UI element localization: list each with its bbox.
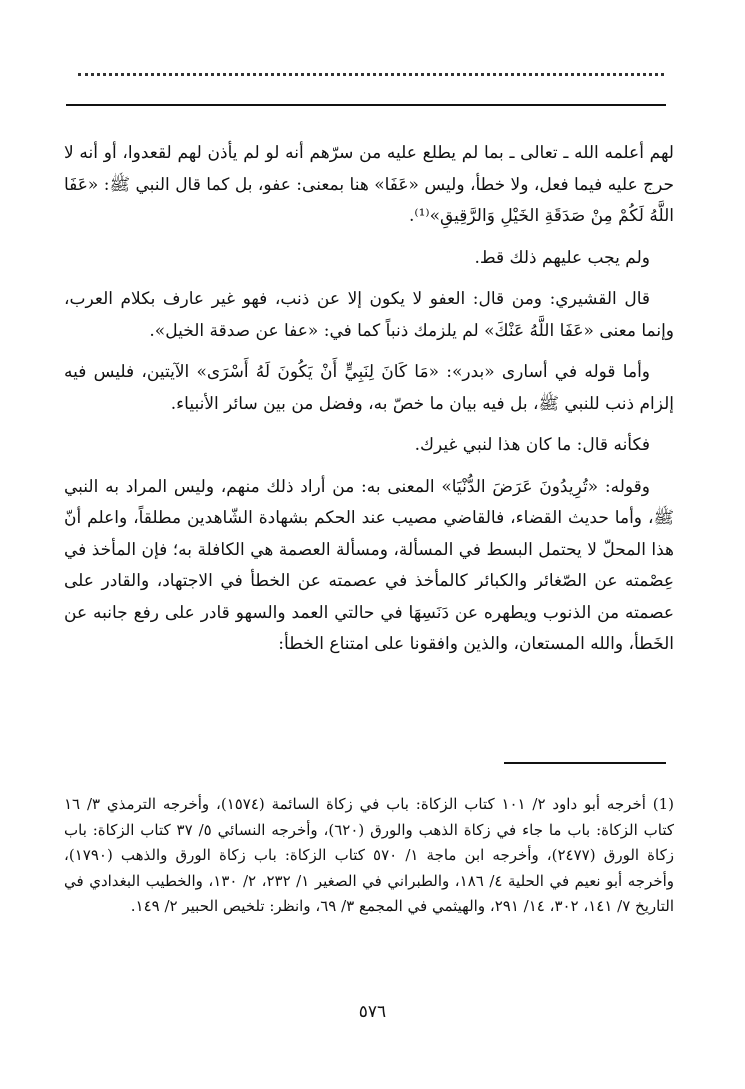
footnote-separator	[504, 762, 666, 764]
paragraph-3: قال القشيري: ومن قال: العفو لا يكون إلا عن ذنب، فهو غير عارف بكلام العرب، وإنما معنى «عَفَا اللَّهُ عَنْكَ» لم يلزمك ذنباً كما في: «عفا عن صدقة الخيل».	[64, 289, 674, 341]
paragraph-5: فكأنه قال: ما كان هذا لنبي غيرك.	[414, 435, 650, 455]
header-rule	[66, 104, 666, 106]
paragraph-1: لهم أعلمه الله ـ تعالى ـ بما لم يطلع عليه من سرّهم أنه لو لم يأذن لهم لقعدوا، أو أنه لا حرج عليه فيما فعل، ولا خطأ، وليس «عَفَا» هنا بمعنى: عفو، بل كما قال النبي ﷺ: «عَفَا اللَّهُ لَكُمْ مِنْ صَدَقَةِ الخَيْلِ وَالرَّقِيقِ»⁽¹⁾.	[64, 143, 674, 226]
paragraph-4: وأما قوله في أسارى «بدر»: «مَا كَانَ لِنَبِيٍّ أَنْ يَكُونَ لَهُ أَسْرَى» الآيتين، فليس فيه إلزام ذنب للنبي ﷺ، بل فيه بيان ما خصّ به، وفضل من بين سائر الأنبياء.	[64, 362, 674, 414]
main-text-block	[64, 138, 674, 671]
page-number: ٥٧٦	[358, 1002, 387, 1022]
header-dotted-line	[78, 64, 664, 76]
footnote-block	[64, 792, 674, 920]
paragraph-2: ولم يجب عليهم ذلك قط.	[474, 247, 650, 268]
paragraph-6: وقوله: «تُرِيدُونَ عَرَضَ الدُّنْيَا» المعنى به: من أراد ذلك منهم، وليس المراد به النبي ﷺ، وأما حديث القضاء، فالقاضي مصيب عند الحكم بشهادة الشّاهدين مطلقاً، واعلم أنّ هذا المحلّ لا يحتمل البسط في المسألة، ومسألة العصمة هي الكافلة به؛ فإن المأخذ في عِصْمته عن الصّغائر والكبائر كالمأخذ في عصمته عن الخطأ في الاجتهاد، والقادر على عصمته من الذنوب ويطهره عن دَنَسِهَا في حالتي العمد والسهو قادر على رفع جانبه عن الخَطأ، والله المستعان، والذين وافقونا على امتناع الخطأ:	[64, 476, 674, 654]
footnote-1: (1) أخرجه أبو داود ٢/ ١٠١ كتاب الزكاة: باب في زكاة السائمة (١٥٧٤)، وأخرجه الترمذي ٣/ ١٦ كتاب الزكاة: باب ما جاء في زكاة الذهب والورق (٦٢٠)، وأخرجه النسائي ٥/ ٣٧ كتاب الزكاة: باب زكاة الورق (٢٤٧٧)، وأخرجه ابن ماجة ١/ ٥٧٠ كتاب الزكاة: باب زكاة الورق والذهب (١٧٩٠)، وأخرجه أبو نعيم في الحلية ٤/ ١٨٦، والطبراني في الصغير ١/ ٢٣٢، ٢/ ١٣٠، والخطيب البغدادي في التاريخ ٧/ ١٤١، ٣٠٢، ١٤/ ٢٩١، والهيثمي في المجمع ٣/ ٦٩، وانظر: تلخيص الحبير ٢/ ١٤٩.	[64, 795, 675, 915]
